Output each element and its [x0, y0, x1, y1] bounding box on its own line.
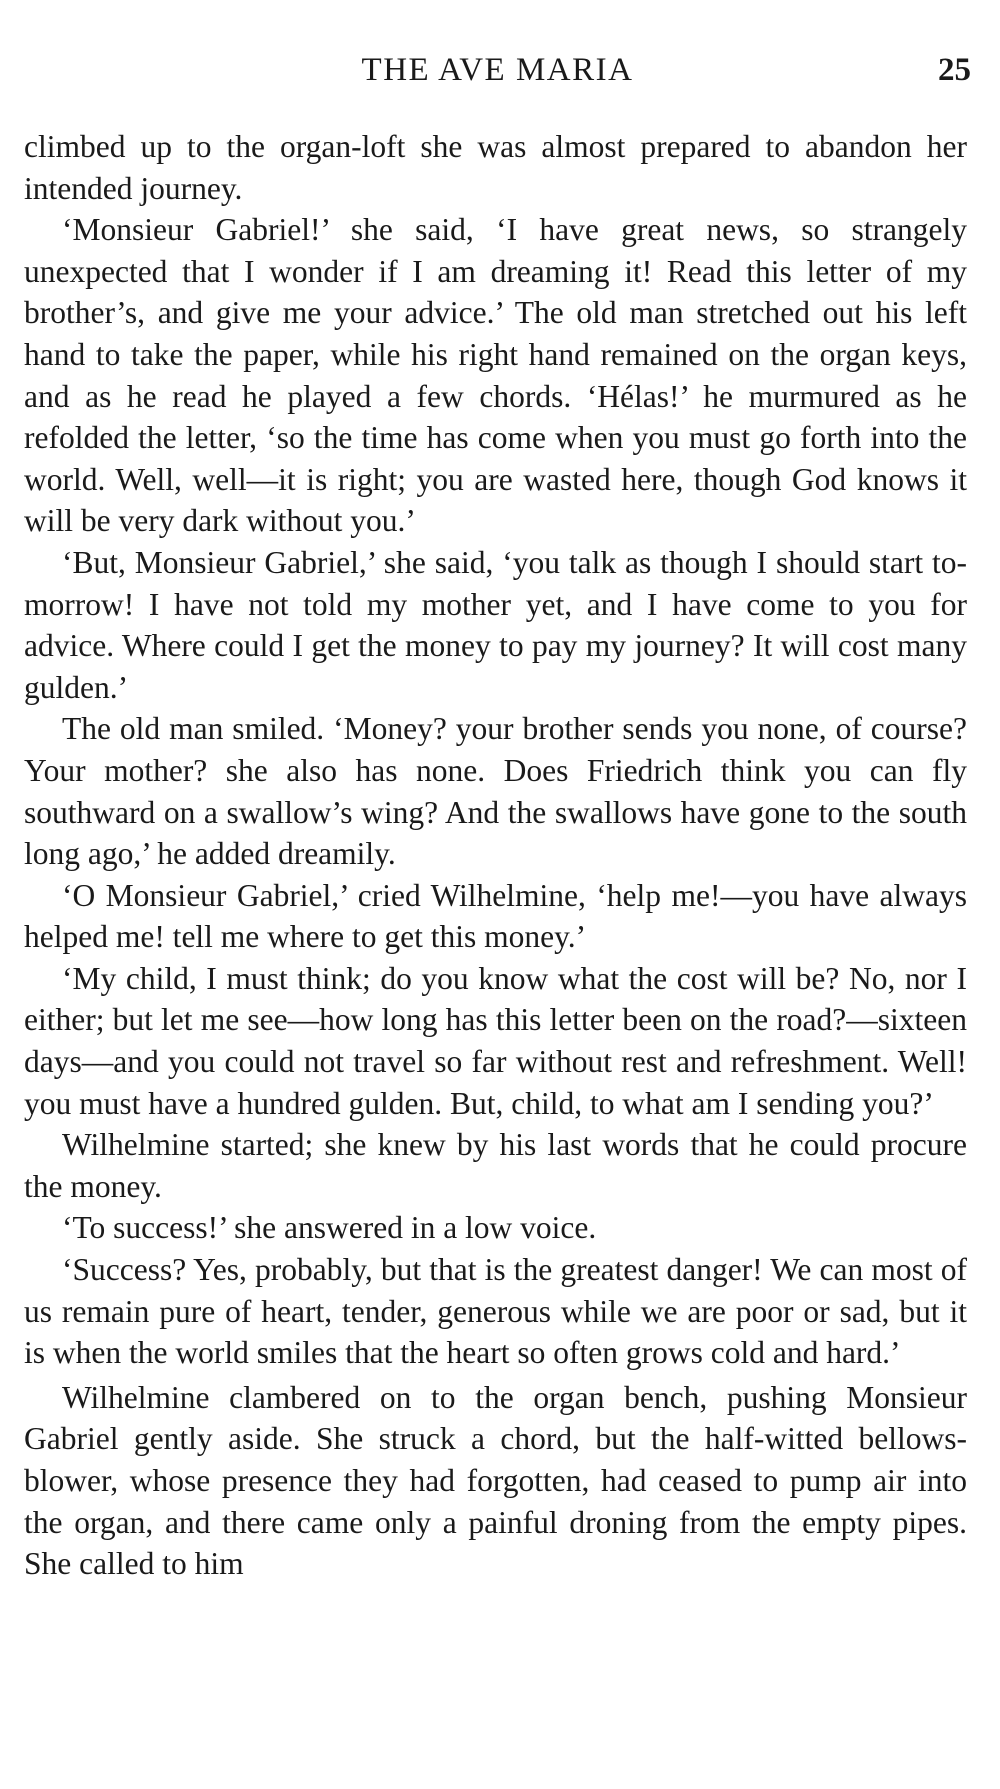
paragraph: Wilhelmine clambered on to the organ bench, pushing Monsieur Gabriel gently aside. She struck a chord, but the half-witted bellows-blower, whose presence they had forgotten, had ceased to pump air into the organ, and there came only a painful droning from the empty pipes. She called to him: [24, 1379, 967, 1582]
paragraph: ‘But, Monsieur Gabriel,’ she said, ‘you talk as though I should start to-morrow! I have not told my mother yet, and I have come to you for advice. Where could I get the money to pay my journey? It will cost many gulden.’: [24, 544, 967, 705]
body-text: [24, 126, 967, 1585]
paragraph: Wilhelmine started; she knew by his last words that he could procure the money.: [24, 1127, 967, 1204]
paragraph: ‘My child, I must think; do you know what the cost will be? No, nor I either; but let me see—how long has this letter been on the road?—sixteen days—and you could not travel so far without rest and refreshment. Well! you must have a hundred gulden. But, child, to what am I sending you?’: [24, 960, 967, 1121]
paragraph: climbed up to the organ-loft she was almost prepared to abandon her intended journey.: [24, 129, 967, 206]
page-number: 25: [938, 52, 971, 88]
paragraph: ‘O Monsieur Gabriel,’ cried Wilhelmine, ‘help me!—you have always helped me! tell me where to get this money.’: [24, 877, 967, 955]
paragraph: The old man smiled. ‘Money? your brother sends you none, of course? Your mother? she also has none. Does Friedrich think you can fly southward on a swallow’s wing? And the swallows have gone to the south long ago,’ he added dreamily.: [24, 711, 967, 872]
paragraph: ‘Success? Yes, probably, but that is the greatest danger! We can most of us remain pure of heart, tender, generous while we are poor or sad, but it is when the world smiles that the heart so often grows cold and hard.’: [24, 1252, 967, 1371]
paragraph: ‘To success!’ she answered in a low voice.: [62, 1210, 597, 1246]
paragraph: ‘Monsieur Gabriel!’ she said, ‘I have great news, so strangely unexpected that I wonder if I am dreaming it! Read this letter of my brother’s, and give me your advice.’ The old man stretched out his left hand to take the paper, while his right hand remained on the organ keys, and as he read he played a few chords. ‘Hélas!’ he murmured as he refolded the letter, ‘so the time has come when you must go forth into the world. Well, well—it is right; you are wasted here, though God knows it will be very dark without you.’: [24, 212, 967, 539]
running-title: THE AVE MARIA: [361, 52, 634, 88]
running-head: [24, 48, 971, 92]
